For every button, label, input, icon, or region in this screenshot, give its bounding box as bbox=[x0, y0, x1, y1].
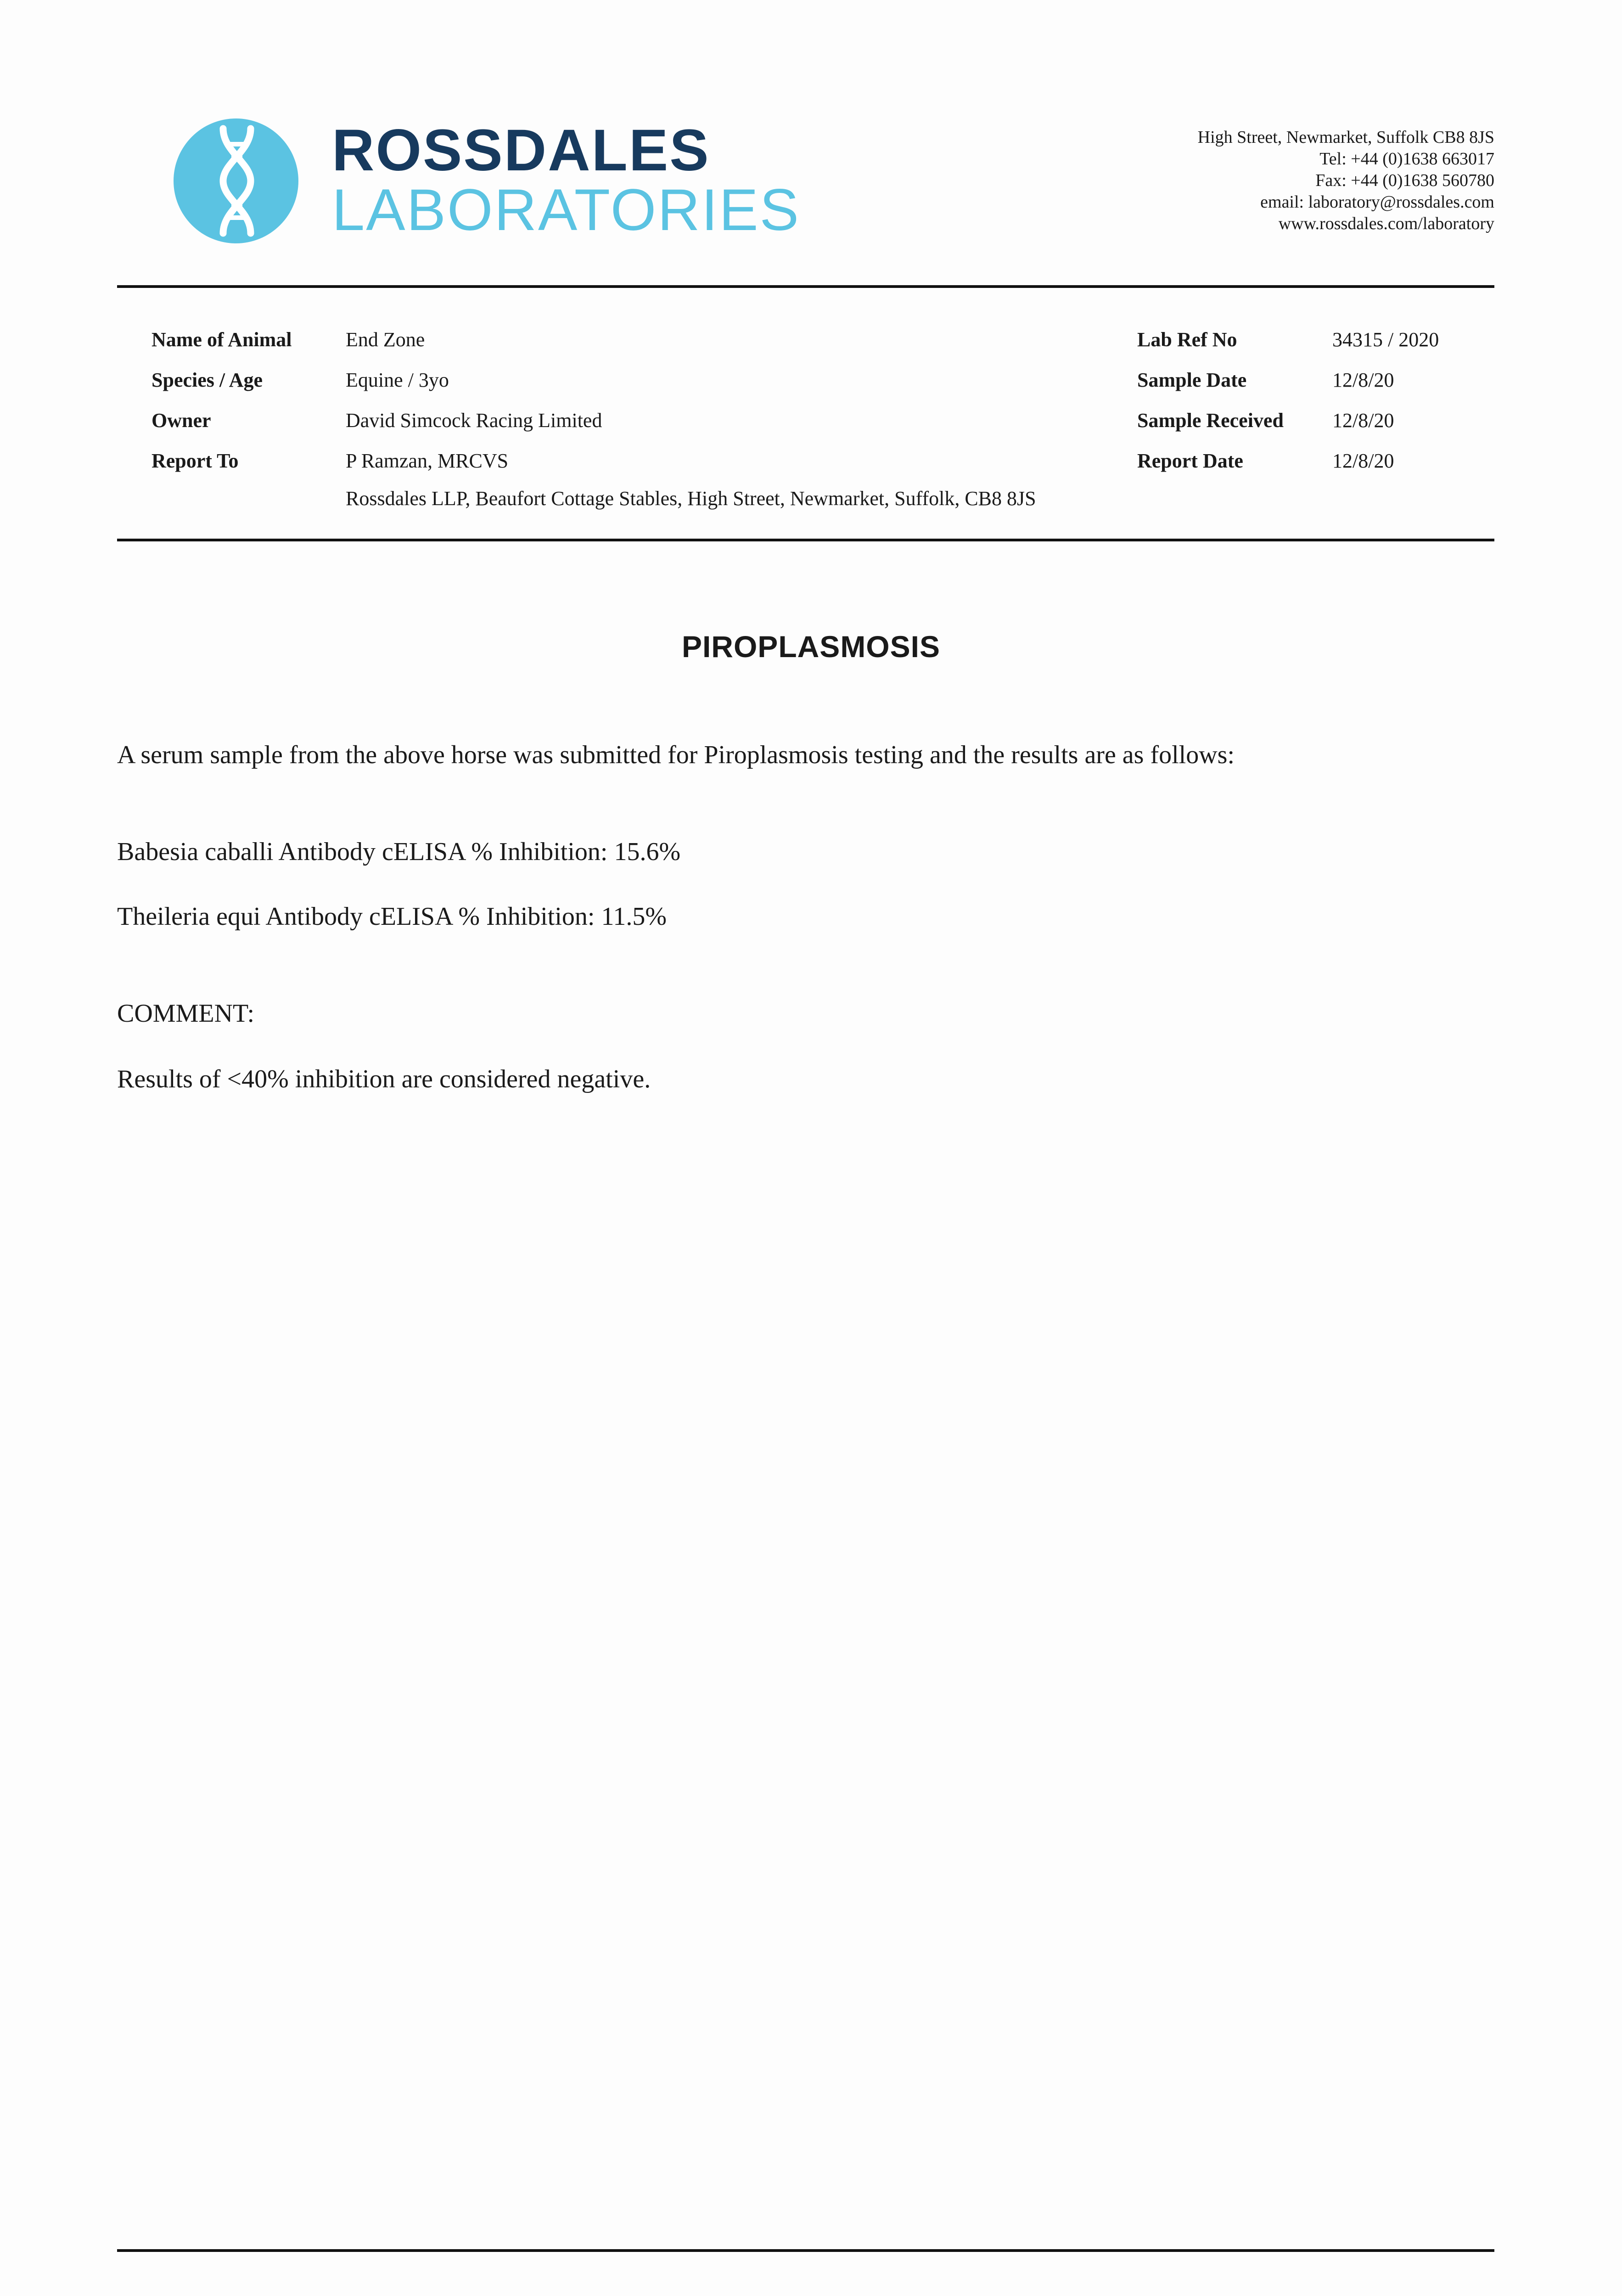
owner-value: David Simcock Racing Limited bbox=[346, 409, 602, 432]
brand-name-line1: ROSSDALES bbox=[332, 118, 710, 183]
species-age-value: Equine / 3yo bbox=[346, 369, 449, 391]
contact-tel: Tel: +44 (0)1638 663017 bbox=[1319, 149, 1494, 169]
dna-helix-icon bbox=[174, 118, 298, 243]
result-theileria: Theileria equi Antibody cELISA % Inhibition: 11.5% bbox=[117, 902, 667, 931]
name-of-animal-label: Name of Animal bbox=[152, 328, 292, 351]
header-divider bbox=[117, 285, 1494, 288]
comment-heading: COMMENT: bbox=[117, 999, 255, 1028]
report-to-value: P Ramzan, MRCVS bbox=[346, 450, 509, 472]
contact-block bbox=[1198, 127, 1494, 235]
sample-date-label: Sample Date bbox=[1137, 369, 1247, 391]
report-to-address: Rossdales LLP, Beaufort Cottage Stables, High Street, Newmarket, Suffolk, CB8 8JS bbox=[346, 487, 1036, 510]
sample-date-value: 12/8/20 bbox=[1332, 369, 1394, 391]
owner-label: Owner bbox=[152, 409, 211, 432]
species-age-label: Species / Age bbox=[152, 369, 263, 391]
name-of-animal-value: End Zone bbox=[346, 328, 425, 351]
lab-ref-value: 34315 / 2020 bbox=[1332, 328, 1439, 351]
rossdales-logo bbox=[174, 118, 835, 243]
contact-website: www.rossdales.com/laboratory bbox=[1278, 214, 1494, 233]
contact-email: email: laboratory@rossdales.com bbox=[1260, 192, 1494, 212]
report-date-value: 12/8/20 bbox=[1332, 450, 1394, 472]
comment-text: Results of <40% inhibition are considered negative. bbox=[117, 1065, 651, 1093]
sample-received-value: 12/8/20 bbox=[1332, 409, 1394, 432]
intro-paragraph: A serum sample from the above horse was submitted for Piroplasmosis testing and the results are as follows: bbox=[117, 741, 1235, 769]
footer-divider bbox=[117, 2249, 1494, 2252]
report-title: PIROPLASMOSIS bbox=[681, 630, 941, 664]
report-to-label: Report To bbox=[152, 450, 239, 472]
lab-ref-label: Lab Ref No bbox=[1137, 328, 1237, 351]
details-divider bbox=[117, 539, 1494, 541]
result-babesia: Babesia caballi Antibody cELISA % Inhibition: 15.6% bbox=[117, 838, 681, 866]
contact-fax: Fax: +44 (0)1638 560780 bbox=[1315, 171, 1494, 190]
brand-name-line2: LABORATORIES bbox=[332, 177, 800, 243]
sample-received-label: Sample Received bbox=[1137, 409, 1284, 432]
report-date-label: Report Date bbox=[1137, 450, 1243, 472]
contact-address: High Street, Newmarket, Suffolk CB8 8JS bbox=[1197, 128, 1494, 147]
